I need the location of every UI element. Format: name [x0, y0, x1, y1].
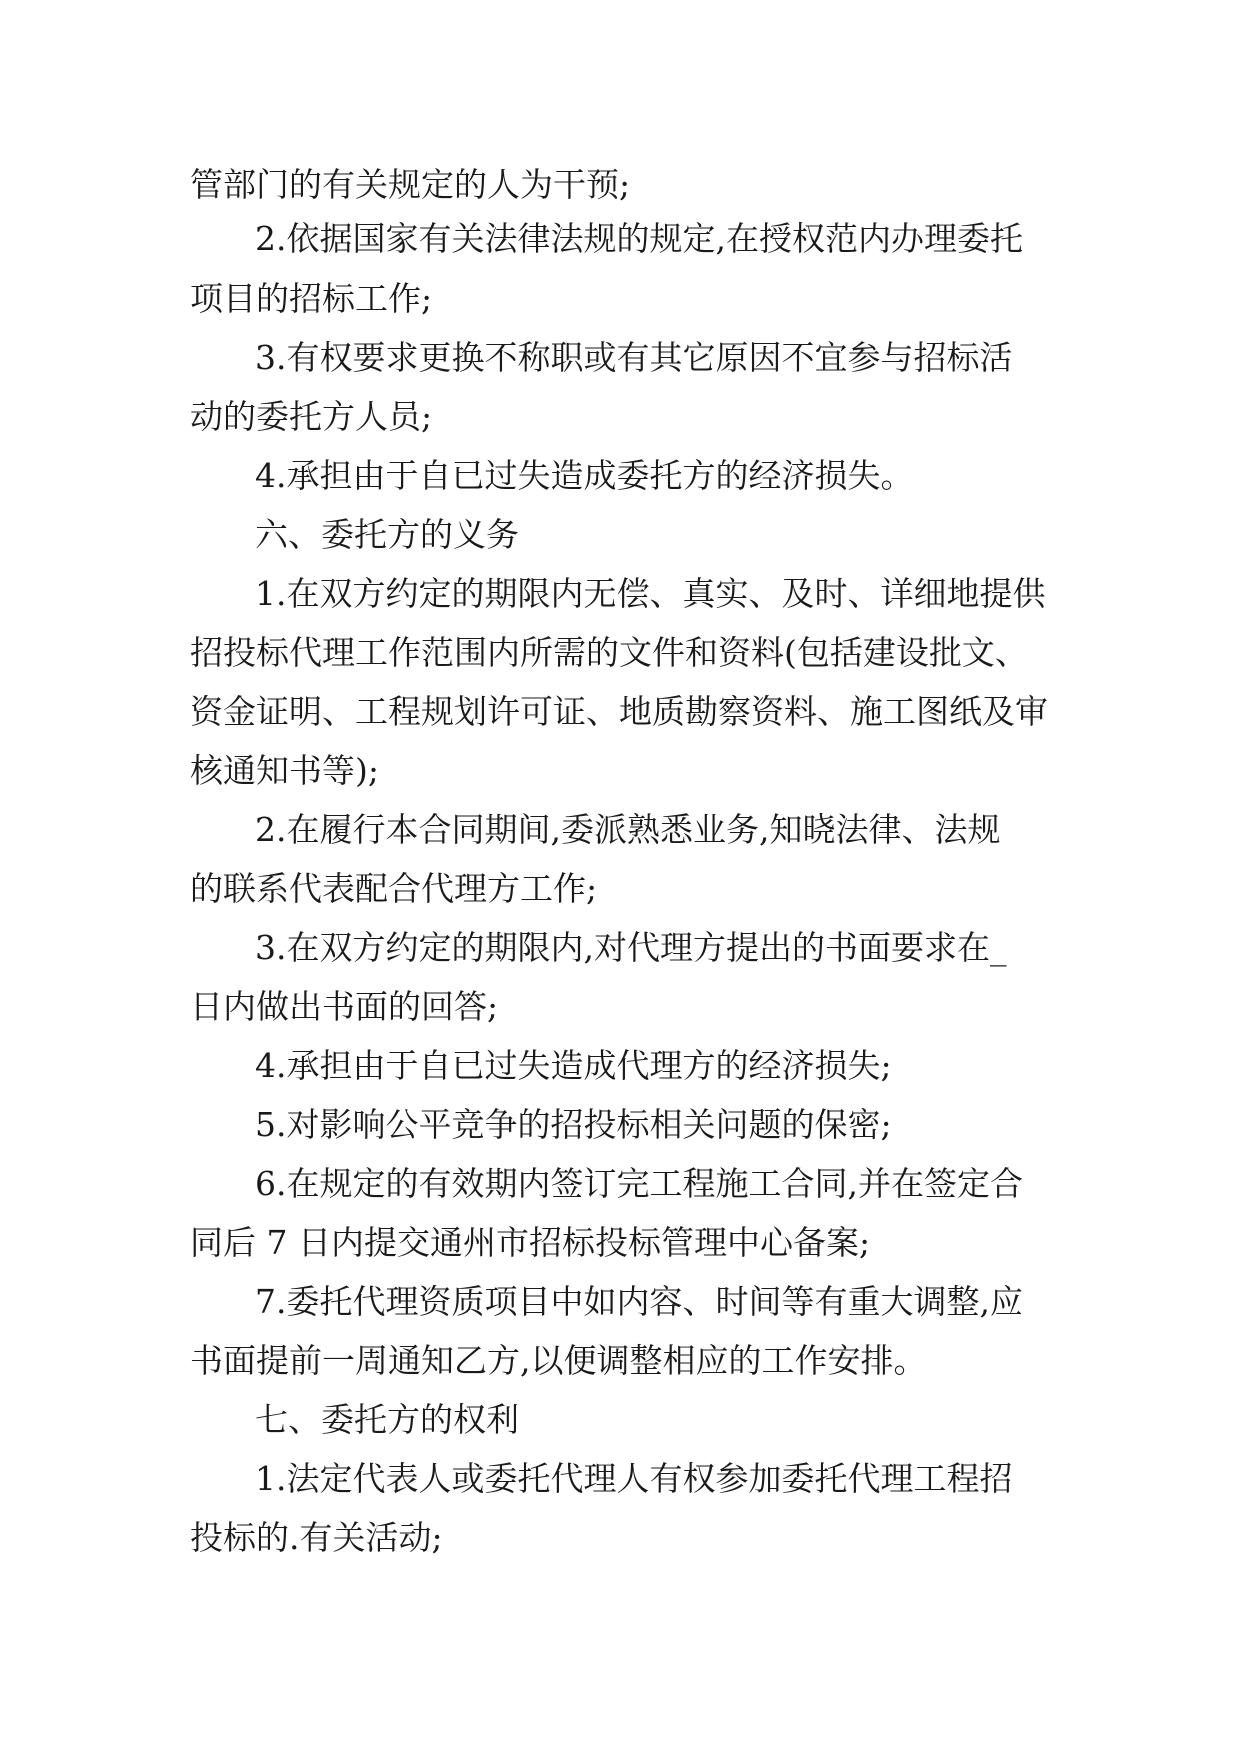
text-line: 同后 7 日内提交通州市招标投标管理中心备案;: [190, 1223, 871, 1262]
text-line: 1.法定代表人或委托代理人有权参加委托代理工程招: [255, 1459, 1013, 1498]
text-line: 6.在规定的有效期内签订完工程施工合同,并在签定合: [255, 1164, 1023, 1203]
text-line: 书面提前一周通知乙方,以便调整相应的工作安排。: [190, 1341, 927, 1380]
text-line: 的联系代表配合代理方工作;: [190, 869, 598, 908]
text-line: 资金证明、工程规划许可证、地质勘察资料、施工图纸及审: [190, 692, 1048, 731]
text-line: 招投标代理工作范围内所需的文件和资料(包括建设批文、: [190, 633, 1028, 672]
text-line: 动的委托方人员;: [190, 397, 433, 436]
section-heading: 七、委托方的权利: [255, 1400, 519, 1439]
text-line: 4.承担由于自已过失造成委托方的经济损失。: [255, 456, 914, 495]
text-line: 3.在双方约定的期限内,对代理方提出的书面要求在_: [255, 928, 1007, 967]
text-line: 项目的招标工作;: [190, 279, 433, 318]
text-line: 2.依据国家有关法律法规的规定,在授权范内办理委托: [255, 219, 1023, 258]
text-line: 4.承担由于自已过失造成代理方的经济损失;: [255, 1046, 892, 1085]
text-line: 核通知书等);: [190, 751, 379, 790]
section-heading: 六、委托方的义务: [255, 515, 519, 554]
text-line: 3.有权要求更换不称职或有其它原因不宜参与招标活: [255, 338, 1013, 377]
text-line: 管部门的有关规定的人为干预;: [190, 165, 631, 204]
text-line: 1.在双方约定的期限内无偿、真实、及时、详细地提供: [255, 574, 1046, 613]
text-line: 7.委托代理资质项目中如内容、时间等有重大调整,应: [255, 1282, 1023, 1321]
text-line: 投标的.有关活动;: [190, 1518, 443, 1557]
text-line: 5.对影响公平竞争的招投标相关问题的保密;: [255, 1105, 892, 1144]
text-line: 日内做出书面的回答;: [190, 987, 499, 1026]
text-line: 2.在履行本合同期间,委派熟悉业务,知晓法律、法规: [255, 810, 1001, 849]
